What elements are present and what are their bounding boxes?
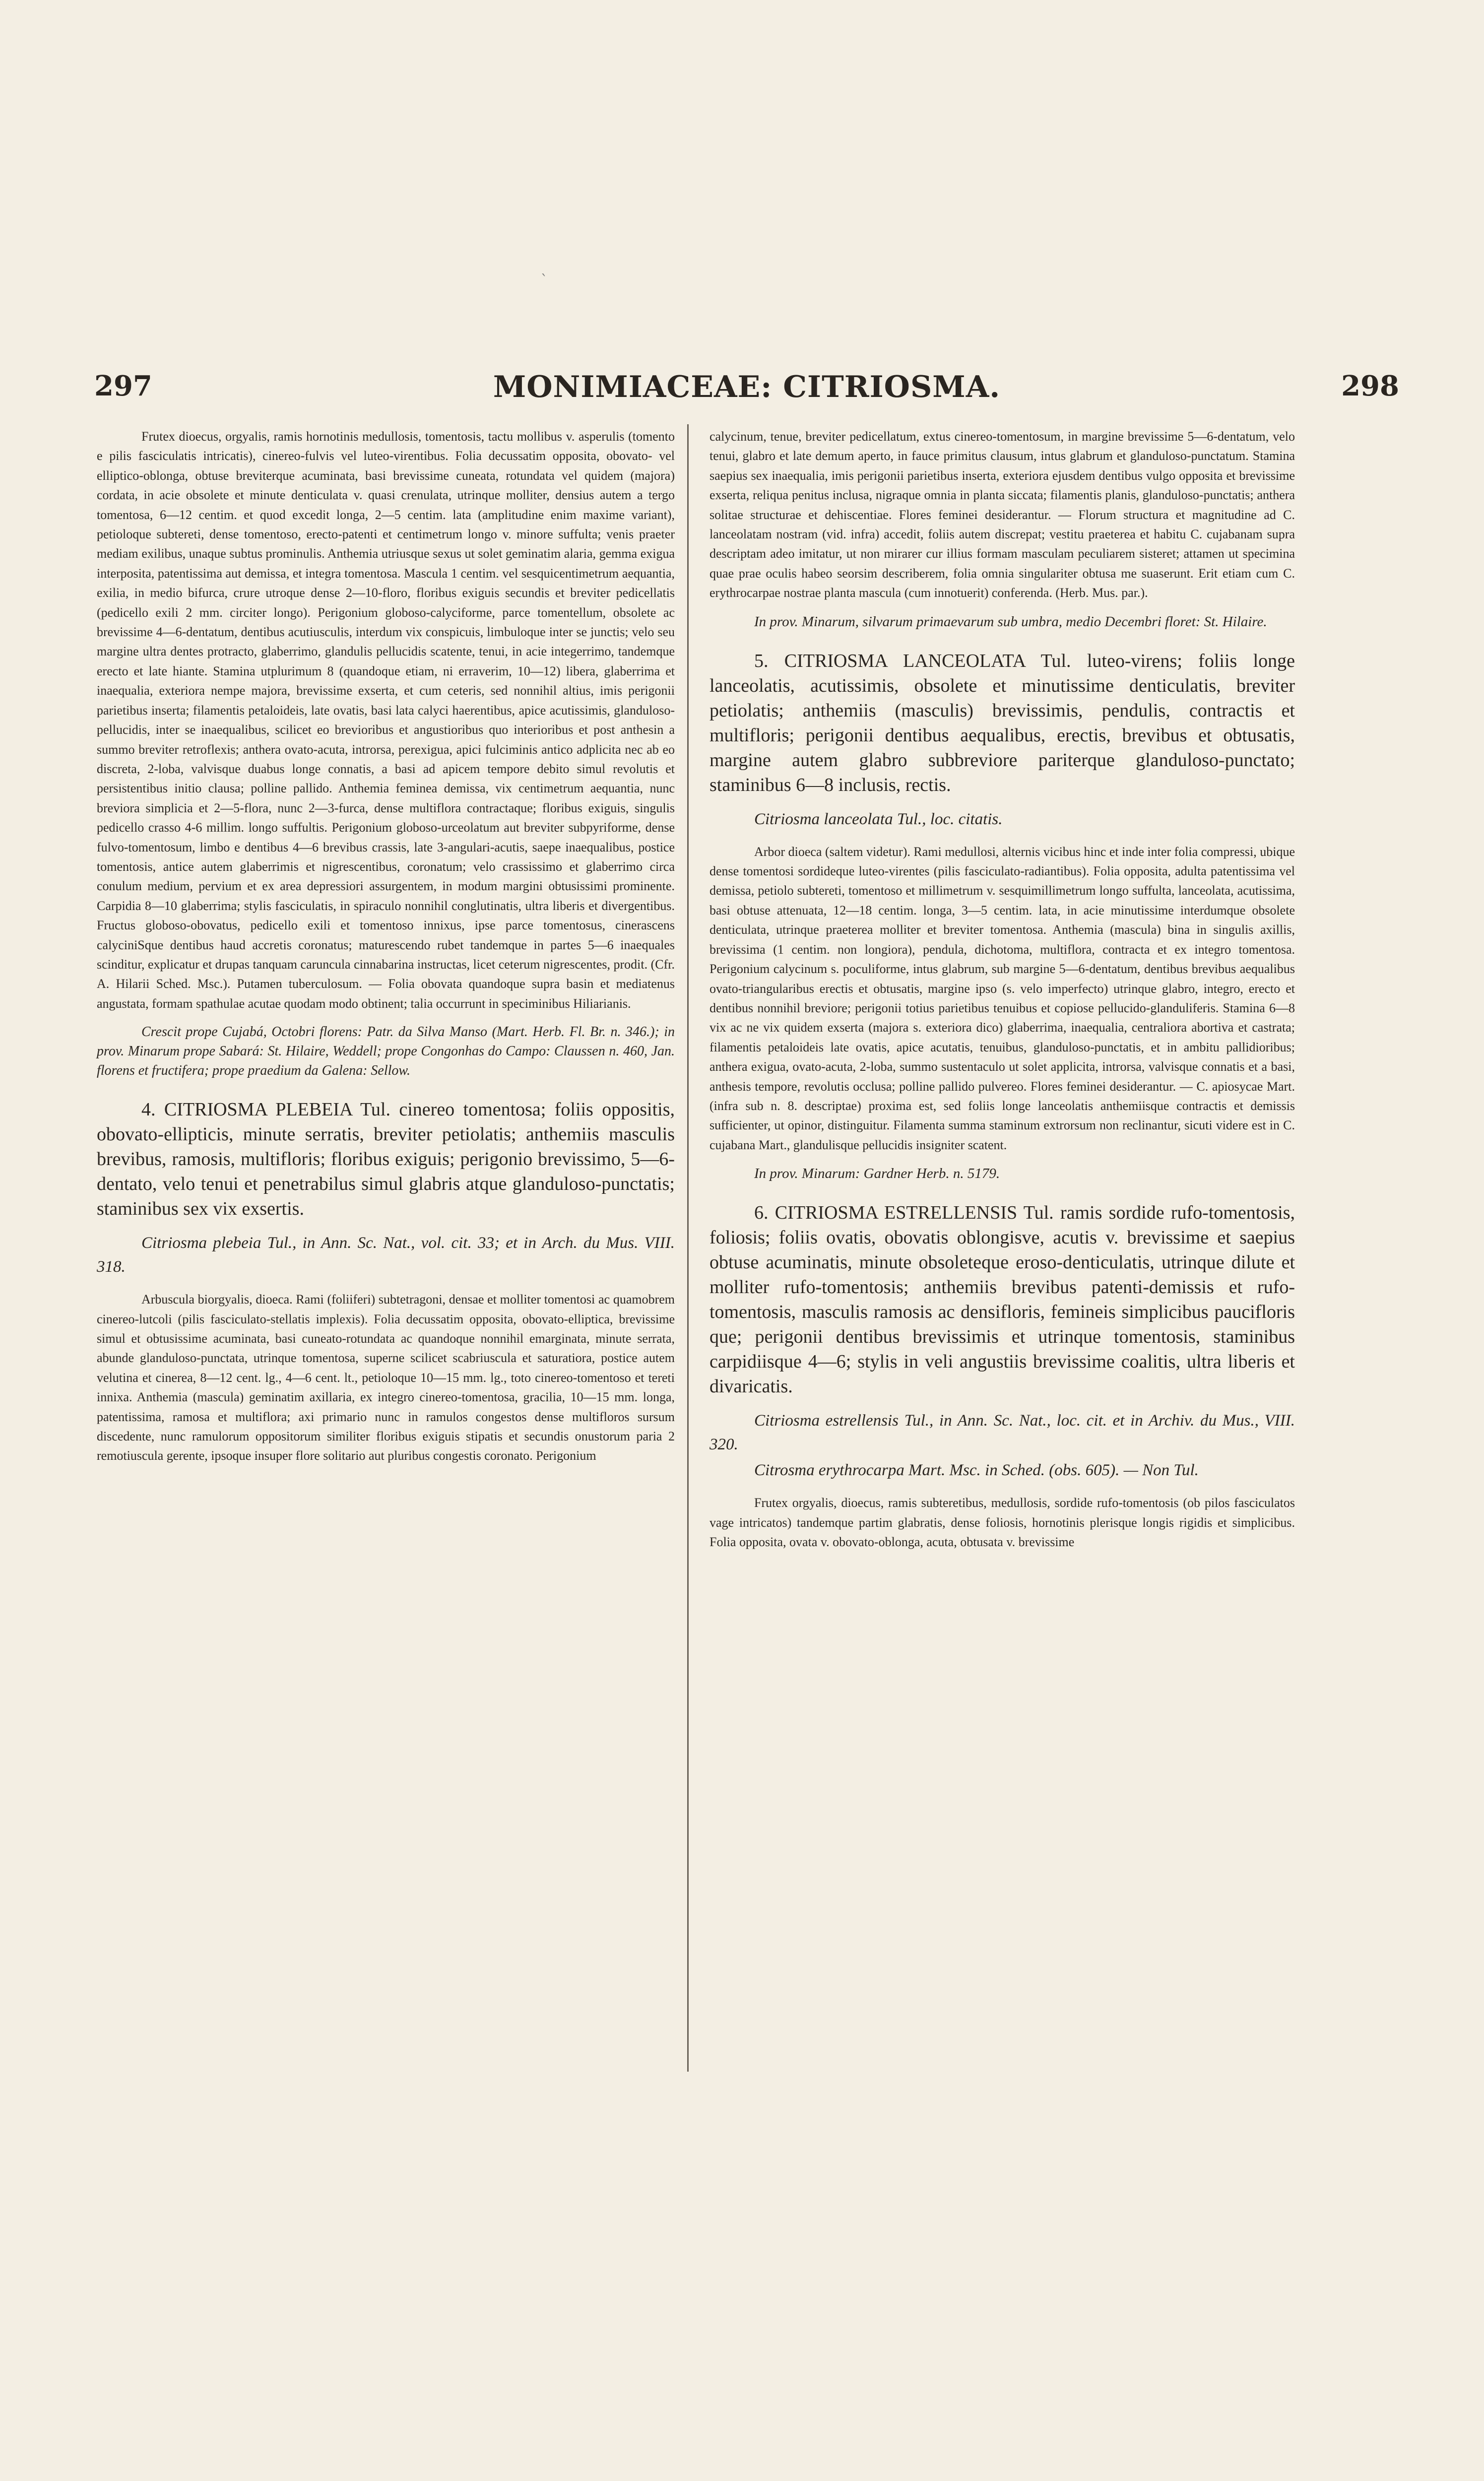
- species-citation-6: Citriosma estrellensis Tul., in Ann. Sc. Nat., loc. cit. et in Archiv. du Mus., VIII. 320.: [710, 1412, 1295, 1454]
- locality-paragraph: Crescit prope Cujabá, Octobri florens: Patr. da Silva Manso (Mart. Herb. Fl. Br. n. 346.); in prov. Minarum prope Sabará: St. Hilaire, Weddell; prope Congonhas do Campo: Claussen n. 460, Jan. florens et fructifera; prope praedium da Galena: Sellow.: [97, 1024, 675, 1079]
- description-paragraph: Arbor dioeca (saltem videtur). Rami medullosi, alternis vicibus hinc et inde inter folia compressi, ubique dense tomentosi sordideque luteo-virentes (pilis fasciculato-radiantibus). Folia opposita, adulta patentissima vel demissa, petiolo subtereti, tomentoso et millimetrum v. sesquimillimetrum longo suffulta, lanceolata, acutissima, basi obtuse attenuata, 12—18 centim. longa, 3—5 centim. lata, in acie minutissime interdumque obsolete denticulata, utrinque praeterea molliter et breviter tomentosa. Anthemia (mascula) bina in singulis axillis, brevissima (1 centim. non longiora), pendula, dichotoma, multiflora, contracta et ex integro tomentosa. Perigonium calycinum s. poculiforme, intus glabrum, sub margine 5—6-dentatum, dentibus brevibus aequalibus ovato-triangularibus erectis et obtusatis, margine ipso (s. velo imperfecto) utrinque glabro, integro, erecto et dentibus nonnihil breviore; perigonii totius parietibus tenuibus et copiose pellucido-glanduliferis. Stamina 6—8 vix ac ne vix quidem exserta (majora s. exteriora dico) glaberrima, inaequalia, centraliora abortiva et castrata; filamentis petaloideis late ovatis, apice acutatis, tenuibus, glanduloso-punctatis, et in ambitu pallidioribus; anthera exigua, ovato-acuta, 2-loba, summo sustentaculo ut solet applicita, introrsa, valvisque connatis et a basi, anthesis tempore, revolutis occlusa; polline pallido pulvereo. Flores feminei desiderantur. — C. apiosycae Mart. (infra sub n. 8. descriptae) proxima est, sed foliis longe lanceolatis anthemiisque contractis et demissis sufficienter, ut opinor, distinguitur. Filamenta summa staminum extrorsum non reclinantur, sicuti videre est in C. cujabana Mart., glandulisque pellucidis insigniter scatent.: [710, 844, 1295, 1152]
- species-heading-4: 4. CITRIOSMA PLEBEIA Tul. cinereo tomentosa; foliis oppositis, obovato-ellipticis, minute serratis, breviter petiolatis; anthemiis masculis brevibus, ramosis, multifloris; floribus exiguis; perigonio brevissimo, 5—6-dentato, velo tenui et penetrabilus simul glabris atque glanduloso-punctatis; staminibus sex vix exsertis.: [97, 1099, 675, 1220]
- species-heading-5: 5. CITRIOSMA LANCEOLATA Tul. luteo-virens; foliis longe lanceolatis, acutissimis, obsolete et minutissime denticulatis, breviter petiolatis; anthemiis (masculis) brevissimis, pendulis, contractis et multifloris; perigonii dentibus aequalibus, erectis, brevibus et obtusatis, margine autem glabro subbreviore pariterque glanduloso-punctato; staminibus 6—8 inclusis, rectis.: [710, 650, 1295, 795]
- page-number-right: 298: [1341, 370, 1399, 402]
- page-header: [94, 370, 1399, 414]
- running-title: MONIMIACEAE: CITRIOSMA.: [493, 370, 1001, 404]
- page-number-left: 297: [94, 370, 152, 402]
- description-paragraph: Arbuscula biorgyalis, dioeca. Rami (foliiferi) subtetragoni, densae et molliter tomentosi ac quamobrem cinereo-lutcoli (pilis fasciculato-stellatis implexis). Folia decussatim opposita, obovato-elliptica, brevissime simul et obtusissime acuminata, basi cuneato-rotundata ac quandoque nonnihil emarginata, minute serrata, abunde glanduloso-punctata, utrinque tomentosa, superne scilicet scabriuscula et saturatiora, postice autem velutina et cinerea, 8—12 cent. lg., 4—6 cent. lt., petioloque 10—15 mm. lg., toto cinereo-tomentoso et tereti innixa. Anthemia (mascula) geminatim axillaria, ex integro cinereo-tomentosa, gracilia, 10—15 mm. longa, patentissima, ramosa et multiflora; axi primario nunc in ramulos congestos dense multifloros sursum discedente, nunc ramulorum oppositorum similiter floribus exiguis stipatis et secundis onustorum paria 2 remotiuscula gerente, ipsoque insuper flore solitario aut pluribus congestis coronato. Perigonium: [97, 1292, 675, 1463]
- species-citation-6b: Citrosma erythrocarpa Mart. Msc. in Sched. (obs. 605). — Non Tul.: [754, 1461, 1199, 1480]
- species-citation-5: Citriosma lanceolata Tul., loc. citatis.: [754, 810, 1003, 828]
- locality-paragraph: In prov. Minarum: Gardner Herb. n. 5179.: [754, 1166, 1000, 1182]
- column-divider: [687, 424, 689, 2072]
- left-column: [97, 427, 675, 1466]
- locality-paragraph: In prov. Minarum, silvarum primaevarum sub umbra, medio Decembri floret: St. Hilaire.: [754, 613, 1267, 630]
- description-paragraph: Frutex orgyalis, dioecus, ramis subteretibus, medullosis, sordide rufo-tomentosis (ob pilos fasciculatos vage intricatos) tandemque partim glabratis, dense foliosis, hornotinis plerisque longis rigidis et simplicibus. Folia opposita, ovata v. obovato-oblonga, acuta, obtusata v. brevissime: [710, 1496, 1295, 1549]
- description-paragraph: calycinum, tenue, breviter pedicellatum, extus cinereo-tomentosum, in margine brevissime 5—6-dentatum, velo tenui, glabro et late demum aperto, in fauce primitus clausum, intus glabrum et glanduloso-punctatum. Stamina saepius sex inaequalia, imis perigonii parietibus inserta, exteriora ejusdem dentibus vulgo opposita et brevissime exserta, reliqua penitus inclusa, nigraque omnia in planta siccata; filamentis planis, glanduloso-punctatis; anthera solitae structurae et dehiscentiae. Flores feminei desiderantur. — Florum structura et magnitudine ad C. lanceolatam nostram (vid. infra) accedit, foliis autem discrepat; vestitu praeterea et habitu C. cujabanam supra descriptam adeo imitatur, ut non mirarer cur illius formam masculam peculiarem sisteret; attamen ut specimina quae prae oculis habeo seorsim describerem, folia omnia singulariter obtusa me suaserunt. Erit etiam cum C. erythrocarpae nostrae planta mascula (cum innotuerit) conferenda. (Herb. Mus. par.).: [710, 429, 1295, 600]
- right-column: [710, 427, 1295, 1552]
- ink-mark: `: [541, 272, 548, 288]
- species-citation-4: Citriosma plebeia Tul., in Ann. Sc. Nat., vol. cit. 33; et in Arch. du Mus. VIII. 318.: [97, 1234, 675, 1276]
- species-heading-6: 6. CITRIOSMA ESTRELLENSIS Tul. ramis sordide rufo-tomentosis, foliosis; foliis ovatis, obovatis oblongisve, acutis v. brevissime et saepius obtuse acuminatis, minute obsoleteque eroso-denticulatis, utrinque dilute et molliter rufo-tomentosis; anthemiis brevibus patenti-demissis et rufo-tomentosis, masculis ramosis ac densifloris, femineis simplicibus paucifloris que; perigonii dentibus brevissimis et utrinque tomentosis, staminibus carpidiisque 4—6; stylis in veli angustiis brevissime coalitis, ultra liberis et divaricatis.: [710, 1202, 1295, 1397]
- description-paragraph: Frutex dioecus, orgyalis, ramis hornotinis medullosis, tomentosis, tactu mollibus v. asperulis (tomento e pilis fasciculatis intricatis), cinereo-fulvis vel luteo-virentibus. Folia decussatim opposita, obovato- vel elliptico-oblonga, obtuse breviterque acuminata, basi brevissime cuneata, rotundata vel quidem (majora) cordata, in acie obsolete et minute denticulata v. quasi crenulata, utrinque molliter, densius autem a tergo tomentosa, 6—12 centim. et quod excedit longa, 2—5 centim. lata (amplitudine enim maxime variant), petioloque subtereti, dense tomentoso, erecto-patenti et centimetrum longo v. minore suffulta; venis praeter mediam exilibus, unaque subtus prominulis. Anthemia utriusque sexus ut solet geminatim alaria, gemma exigua interposita, patentissima aut demissa, et integra tomentosa. Mascula 1 centim. vel sesquicentimetrum aequantia, exilia, in medio bifurca, crure utroque dense 2—10-floro, floribus exiguis secundis et breviter pedicellatis (pedicello exili 2 mm. circiter longo). Perigonium globoso-calyciforme, parce tomentellum, obsolete ac brevissime 4—6-dentatum, dentibus acutiusculis, interdum vix conspicuis, limbuloque inter se junctis; velo seu margine ultra dentes protracto, glaberrimo, glandulis pellucidis scatente, tenui, in acie integerrimo, tandemque erecto et late hiante. Stamina utplurimum 8 (quandoque etiam, ni erraverim, 10—12) libera, glaberrima et inaequalia, exteriora nempe majora, brevissime exserta, et cum ceteris, sed nonnihil altius, imis perigonii parietibus inserta; filamentis petaloideis, late ovatis, basi lata calyci haerentibus, apice acutissimis, glanduloso-pellucidis, inter se inaequalibus, scilicet eo brevioribus et angustioribus quo interioribus et post anthesin a summo breviter retroflexis; anthera ovato-acuta, introrsa, perexigua, apici fulciminis antico adplicita nec ab eo discreta, 2-loba, valvisque duabus longe connatis, a basi ad apicem tempore debito simul revolutis et persistentibus initio clausa; polline pallido. Anthemia feminea demissa, vix centimetrum aequantia, nunc breviora simplicia et 2—5-flora, nunc 2—3-furca, dense multiflora contractaque; floribus exiguis, singulis pedicello crasso 4-6 millim. longo suffultis. Perigonium globoso-urceolatum aut breviter subpyriforme, dense fulvo-tomentosum, limbo e dentibus 4—6 brevibus crassis, late 3-angulari-acutis, saepe inaequalibus, postice tomentosis, antice autem glaberrimis et nigrescentibus, coronatum; velo crassissimo et glaberrimo circa conulum medium, pervium et ex area depressiori assurgentem, in modum margini obtusissimi prominente. Carpidia 8—10 glaberrima; stylis fasciculatis, in spiraculo nonnihil conglutinatis, ultra liberis et divergentibus. Fructus globoso-obovatus, pedicello exili et tomentoso innixus, ipse parce tomentosus, cinerascens calyciniSque dentibus haud accretis coronatus; maturescendo rubet tandemque in partes 5—6 inaequales scinditur, explicatur et drupas tanquam caruncula cinnabarina instructas, licet ceterum nigrescentes, prodit. (Cfr. A. Hilarii Sched. Msc.). Putamen tuberculosum. — Folia obovata quandoque supra basin et mediatenus angustata, formam spathulae acutae quodam modo obtinent; talia occurrunt in speciminibus Hiliarianis.: [97, 429, 675, 1011]
